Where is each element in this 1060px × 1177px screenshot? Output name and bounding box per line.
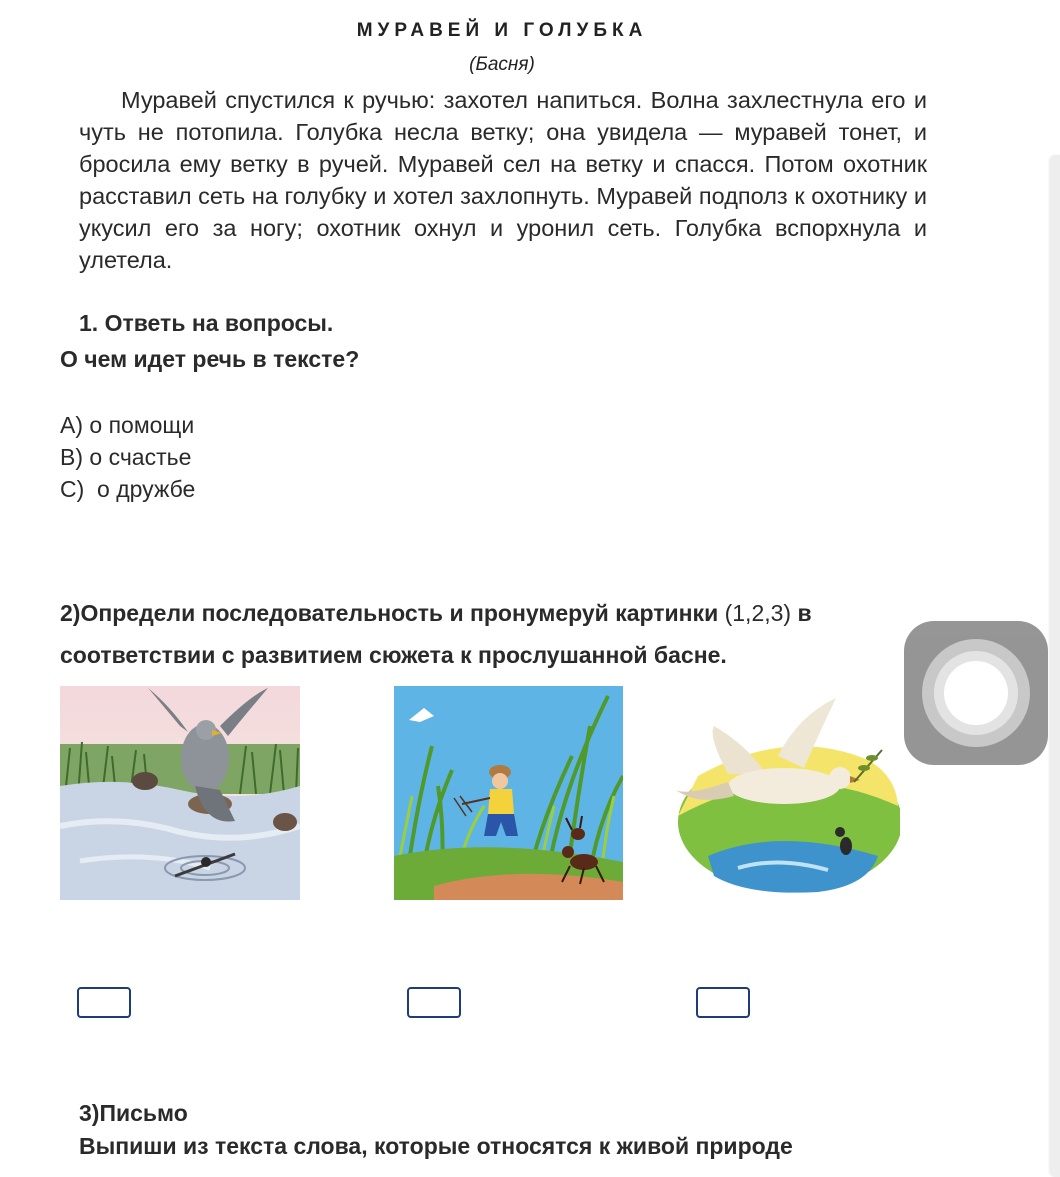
assistive-touch-button[interactable] — [904, 621, 1048, 765]
answer-box-picture-1[interactable] — [77, 987, 131, 1018]
fable-body: Муравей спустился к ручью: захотел напиться. Волна захлестнула его и чуть не потопила. Голубка несла ветку; она увидела — муравей тонет, и бросила ему ветку в ручей. Муравей сел на ветку и спасся. Потом охотник расставил сеть на голубку и хотел захлопнуть. Муравей подполз к охотнику и укусил его за ногу; охотник охнул и уронил сеть. Голубка вспорхнула и улетела. — [79, 87, 927, 273]
assistive-touch-icon — [944, 661, 1008, 725]
fable-text — [79, 84, 927, 276]
picture-hunter-and-ant — [394, 686, 623, 900]
option-a[interactable]: А) о помощи — [60, 412, 195, 438]
task3-heading: 3)Письмо — [79, 1100, 188, 1126]
fable-title: МУРАВЕЙ И ГОЛУБКА — [356, 20, 648, 41]
option-c[interactable]: С) о дружбе — [60, 476, 196, 502]
fable-subtitle: (Басня) — [469, 54, 535, 75]
task2-text-end: в соответствии с развитием сюжета к прослушанной басне. — [60, 600, 812, 668]
option-b[interactable]: В) о счастье — [60, 444, 192, 470]
task1-heading: 1. Ответь на вопросы. — [79, 310, 334, 336]
task1-question: О чем идет речь в тексте? — [60, 346, 360, 372]
task2-numbers: (1,2,3) — [724, 600, 792, 626]
answer-box-picture-2[interactable] — [407, 987, 461, 1018]
answer-options — [60, 409, 195, 505]
task2-text-start: 2)Определи последовательность и пронумеруй картинки — [60, 600, 725, 626]
side-scrollbar[interactable] — [1050, 155, 1060, 1177]
picture-dove-with-branch — [668, 686, 900, 900]
task3-instruction: Выпиши из текста слова, которые относятся к живой природе — [79, 1133, 793, 1159]
picture-dove-over-stream — [60, 686, 300, 900]
task2-instruction — [60, 592, 920, 676]
answer-box-picture-3[interactable] — [696, 987, 750, 1018]
